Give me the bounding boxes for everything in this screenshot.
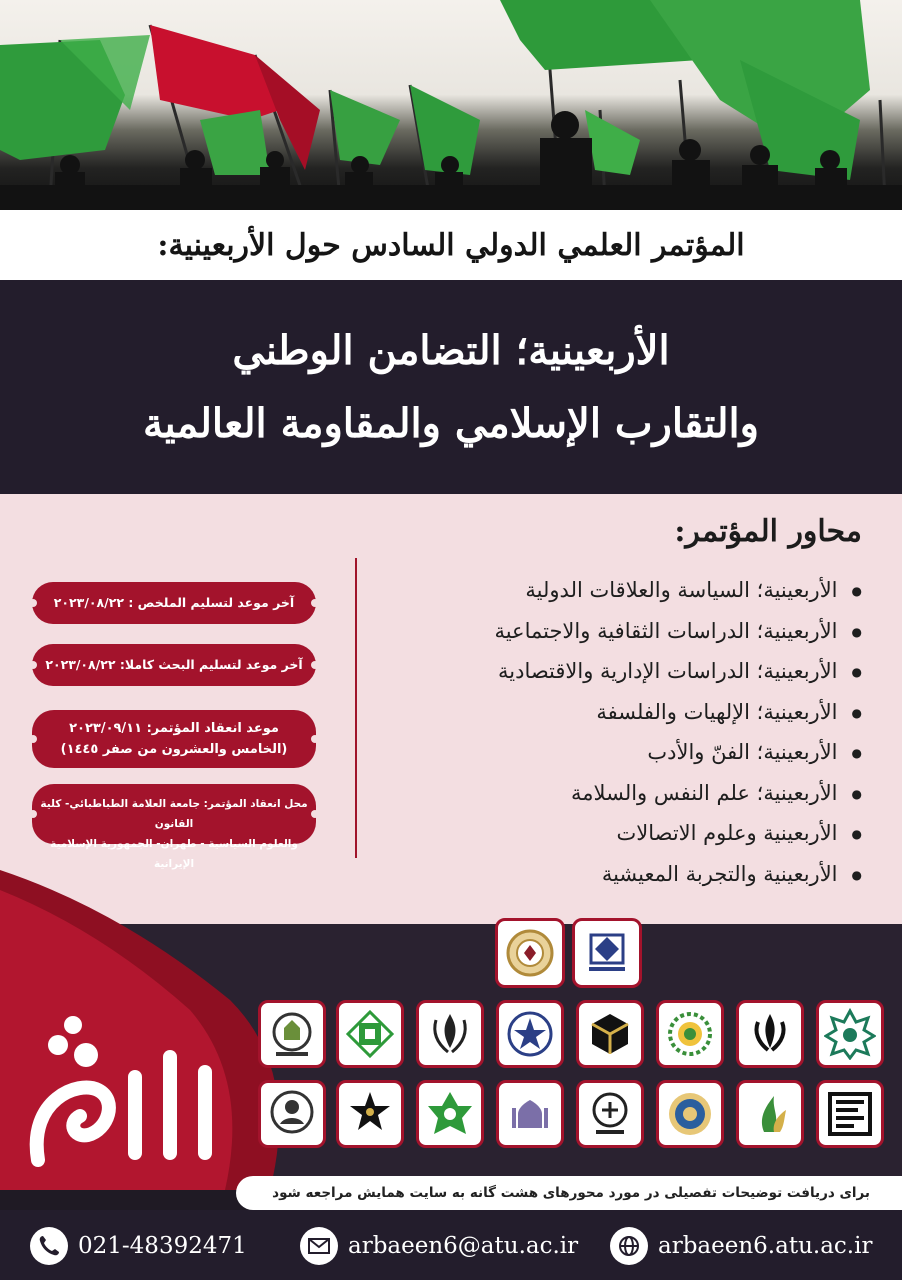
dome-logo [416,1000,484,1068]
email-address: arbaeen6@atu.ac.ir [348,1233,579,1259]
green-flame-icon [744,1088,796,1140]
conference-hijri-date-text: (الخامس والعشرون من صفر ١٤٤٥) [60,742,288,757]
university-logo [572,918,642,988]
paper-deadline-text: آخر موعد لتسليم البحث كاملا: ٢٠٢٣/٠٨/٢٢ [45,657,303,672]
venue-text-line-1: محل انعقاد المؤتمر: جامعة العلامة الطباطبائي- كلية القانون [40,798,308,830]
medallion-logo [495,918,565,988]
portrait-logo [258,1080,326,1148]
dome-icon [424,1008,476,1060]
black-star-logo [336,1080,404,1148]
calligraphy-square-icon [824,1088,876,1140]
mosque-icon [504,1088,556,1140]
header-banner-photo [0,0,902,210]
banner-flags-illustration [0,0,902,210]
green-geometric-logo [416,1080,484,1148]
iran-emblem-logo [736,1000,804,1068]
axis-item: ● الأربعينية؛ الفنّ والأدب [362,732,862,773]
notice-text: برای دریافت توضیحات تفصیلی در مورد محورهای هشت گانه به سایت همایش مراجعه شود [272,1185,870,1201]
blue-rosette-icon [664,1088,716,1140]
phone-contact[interactable] [30,1226,247,1266]
axis-item: ● الأربعينية؛ الإلهيات والفلسفة [362,692,862,733]
axis-item: ● الأربعينية؛ السياسة والعلاقات الدولية [362,570,862,611]
main-title-line-1: الأربعينية؛ التضامن الوطني [232,327,670,374]
green-rosette-icon [664,1008,716,1060]
axis-item: ● الأربعينية والتجربة المعيشية [362,854,862,895]
cube-logo [576,1000,644,1068]
website-url: arbaeen6.atu.ac.ir [658,1233,873,1259]
green-rosette-logo [656,1000,724,1068]
star-logo-icon [824,1008,876,1060]
contact-footer [0,1210,902,1280]
abstract-deadline-text: آخر موعد لتسليم الملخص : ٢٠٢٣/٠٨/٢٢ [53,595,295,610]
cube-icon [584,1008,636,1060]
notice-strip [236,1176,902,1210]
conference-title-strip [0,210,902,280]
star-logo [816,1000,884,1068]
axis-item: ● الأربعينية؛ الدراسات الثقافية والاجتماعية [362,611,862,652]
axis-item: ● الأربعينية؛ علم النفس والسلامة [362,773,862,814]
axis-item: ● الأربعينية وعلوم الاتصالات [362,813,862,854]
university-logo-icon [581,927,633,979]
abstract-deadline-badge [32,582,316,624]
mosque-logo [496,1080,564,1148]
arbaeen-calligraphy-logo [18,1010,228,1170]
axes-list [362,570,862,894]
green-geometric-icon [424,1088,476,1140]
axes-heading: محاور المؤتمر: [674,514,862,549]
black-star-icon [344,1088,396,1140]
main-title-block [0,280,902,494]
globe-icon [610,1227,648,1265]
main-title-line-2: والتقارب الإسلامي والمقاومة العالمية [143,400,759,447]
pilgrimage-icon [266,1008,318,1060]
portrait-icon [266,1088,318,1140]
blue-rosette-logo [656,1080,724,1148]
email-icon [300,1227,338,1265]
green-flame-logo [736,1080,804,1148]
green-square-icon [344,1008,396,1060]
calligraphy-square-logo [816,1080,884,1148]
website-contact[interactable] [610,1226,872,1266]
conference-title: المؤتمر العلمي الدولي السادس حول الأربعينية: [157,227,745,263]
venue-badge [32,784,316,870]
conference-date-badge [32,710,316,768]
star-circle-icon [504,1008,556,1060]
conference-date-text: موعد انعقاد المؤتمر: ٢٠٢٣/٠٩/١١ [69,721,279,736]
phone-number: 021-48392471 [78,1233,247,1259]
email-contact[interactable] [300,1226,578,1266]
iran-emblem-icon [744,1008,796,1060]
jahad-icon [584,1088,636,1140]
jahad-logo [576,1080,644,1148]
venue-text-line-2: والعلوم السياسية - طهران- الجمهورية الإسلامية الإيرانية [50,838,298,870]
medallion-logo-icon [504,927,556,979]
pilgrimage-logo [258,1000,326,1068]
axis-item: ● الأربعينية؛ الدراسات الإدارية والاقتصادية [362,651,862,692]
star-circle-logo [496,1000,564,1068]
green-square-logo [336,1000,404,1068]
phone-icon [30,1227,68,1265]
conference-details [0,494,902,924]
paper-deadline-badge [32,644,316,686]
divider-line [355,558,357,858]
